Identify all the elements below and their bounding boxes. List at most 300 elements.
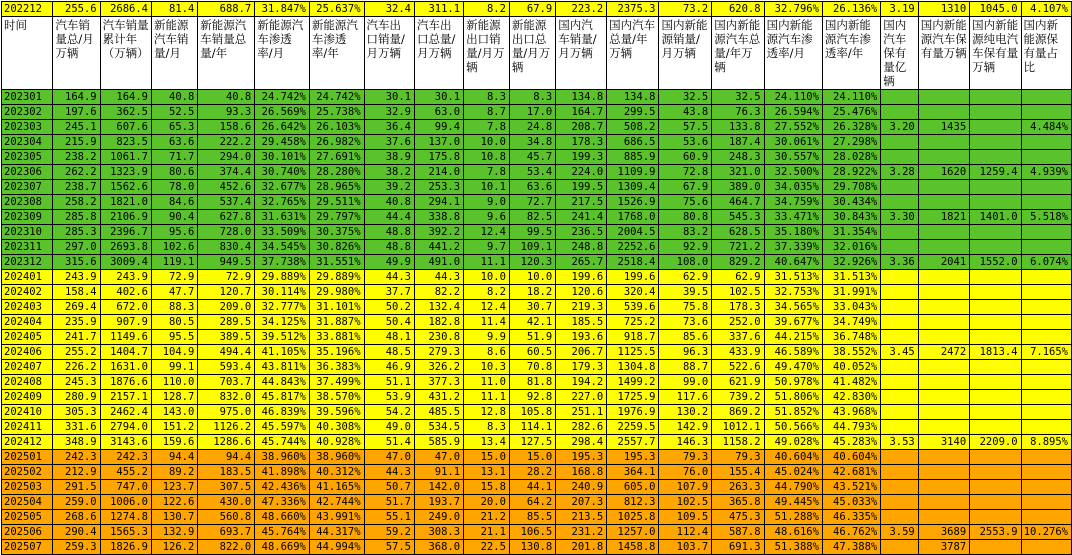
table-cell[interactable]: 42.1	[509, 315, 555, 330]
table-cell[interactable]: 62.9	[659, 270, 712, 285]
table-cell[interactable]: 49.470%	[764, 360, 822, 375]
table-cell[interactable]: 44.4	[364, 210, 414, 225]
table-cell[interactable]: 182.8	[415, 315, 464, 330]
table-cell[interactable]	[881, 480, 919, 495]
table-cell[interactable]: 2686.4	[100, 2, 151, 17]
table-cell[interactable]: 62.9	[712, 270, 764, 285]
table-cell[interactable]: 1725.9	[607, 390, 659, 405]
table-cell[interactable]: 28.2	[509, 465, 555, 480]
table-cell[interactable]	[881, 405, 919, 420]
table-cell[interactable]: 26.642%	[255, 120, 310, 135]
table-cell[interactable]: 30.101%	[255, 150, 310, 165]
table-cell[interactable]: 242.3	[53, 450, 100, 465]
table-cell[interactable]: 22.5	[464, 540, 510, 555]
table-cell[interactable]: 43.521%	[822, 480, 880, 495]
table-cell[interactable]: 430.0	[198, 495, 255, 510]
table-cell[interactable]	[881, 270, 919, 285]
table-cell[interactable]: 1274.8	[100, 510, 151, 525]
table-cell[interactable]	[970, 150, 1021, 165]
table-cell[interactable]: 38.570%	[309, 390, 364, 405]
table-cell[interactable]: 25.738%	[309, 105, 364, 120]
table-cell[interactable]: 46.839%	[255, 405, 310, 420]
table-cell[interactable]	[970, 510, 1021, 525]
table-cell[interactable]: 975.0	[198, 405, 255, 420]
table-cell[interactable]	[918, 375, 969, 390]
table-cell[interactable]: 50.978%	[764, 375, 822, 390]
table-cell[interactable]: 30.740%	[255, 165, 310, 180]
table-cell[interactable]: 11.0	[464, 375, 510, 390]
table-cell[interactable]: 348.9	[53, 435, 100, 450]
table-cell[interactable]: 227.0	[556, 390, 607, 405]
table-cell[interactable]: 109.5	[659, 510, 712, 525]
table-cell[interactable]: 26.103%	[309, 120, 364, 135]
table-cell[interactable]: 27.691%	[309, 150, 364, 165]
table-cell[interactable]: 53.6	[659, 135, 712, 150]
table-cell[interactable]: 236.5	[556, 225, 607, 240]
table-cell[interactable]: 82.5	[509, 210, 555, 225]
table-cell[interactable]: 54.2	[364, 405, 414, 420]
row-label-cell[interactable]: 202303	[2, 120, 53, 135]
table-cell[interactable]: 158.4	[53, 285, 100, 300]
table-cell[interactable]: 33.471%	[764, 210, 822, 225]
table-cell[interactable]: 721.2	[712, 240, 764, 255]
table-cell[interactable]: 308.3	[415, 525, 464, 540]
table-cell[interactable]: 6.074%	[1021, 255, 1071, 270]
table-cell[interactable]	[1021, 285, 1071, 300]
table-cell[interactable]: 455.2	[100, 465, 151, 480]
table-cell[interactable]: 464.7	[712, 195, 764, 210]
table-cell[interactable]	[881, 360, 919, 375]
table-cell[interactable]: 374.4	[198, 165, 255, 180]
table-cell[interactable]	[1021, 315, 1071, 330]
row-label-cell[interactable]: 202503	[2, 480, 53, 495]
table-cell[interactable]: 32.5	[659, 90, 712, 105]
table-cell[interactable]: 494.4	[198, 345, 255, 360]
table-cell[interactable]: 627.8	[198, 210, 255, 225]
row-label-cell[interactable]: 202308	[2, 195, 53, 210]
column-header[interactable]: 国内新能源汽车总量/年万辆	[712, 17, 764, 90]
table-cell[interactable]: 621.9	[712, 375, 764, 390]
table-cell[interactable]: 45.024%	[764, 465, 822, 480]
table-cell[interactable]: 249.0	[415, 510, 464, 525]
table-cell[interactable]: 159.6	[152, 435, 198, 450]
table-cell[interactable]: 119.1	[152, 255, 198, 270]
table-cell[interactable]: 3689	[918, 525, 969, 540]
table-cell[interactable]: 9.9	[464, 330, 510, 345]
table-cell[interactable]: 299.5	[607, 105, 659, 120]
table-cell[interactable]: 49.9	[364, 255, 414, 270]
table-cell[interactable]	[970, 360, 1021, 375]
table-cell[interactable]: 48.5	[364, 345, 414, 360]
table-cell[interactable]: 89.2	[152, 465, 198, 480]
column-header[interactable]: 汽车销量累计年（万辆）	[100, 17, 151, 90]
table-cell[interactable]: 279.3	[415, 345, 464, 360]
table-cell[interactable]: 289.5	[198, 315, 255, 330]
table-cell[interactable]: 1257.0	[607, 525, 659, 540]
table-cell[interactable]: 8.7	[464, 105, 510, 120]
table-cell[interactable]: 1006.0	[100, 495, 151, 510]
table-cell[interactable]	[918, 135, 969, 150]
table-cell[interactable]: 47.0	[364, 450, 414, 465]
table-cell[interactable]: 4.107%	[1021, 2, 1071, 17]
table-cell[interactable]: 243.9	[100, 270, 151, 285]
table-cell[interactable]	[970, 315, 1021, 330]
table-cell[interactable]: 132.4	[415, 300, 464, 315]
table-cell[interactable]: 389.0	[712, 180, 764, 195]
table-cell[interactable]: 291.5	[53, 480, 100, 495]
table-cell[interactable]: 99.0	[659, 375, 712, 390]
table-cell[interactable]: 168.8	[556, 465, 607, 480]
table-cell[interactable]: 194.2	[556, 375, 607, 390]
table-cell[interactable]: 32.777%	[255, 300, 310, 315]
table-cell[interactable]: 164.7	[556, 105, 607, 120]
table-cell[interactable]: 224.0	[556, 165, 607, 180]
table-cell[interactable]: 8.3	[509, 90, 555, 105]
table-cell[interactable]: 38.960%	[309, 450, 364, 465]
table-cell[interactable]: 44.994%	[309, 540, 364, 555]
table-cell[interactable]: 40.308%	[309, 420, 364, 435]
table-cell[interactable]: 812.3	[607, 495, 659, 510]
row-label-cell[interactable]: 202411	[2, 420, 53, 435]
table-cell[interactable]: 1813.4	[970, 345, 1021, 360]
table-cell[interactable]: 1562.6	[100, 180, 151, 195]
table-cell[interactable]	[918, 240, 969, 255]
table-cell[interactable]: 128.7	[152, 390, 198, 405]
table-cell[interactable]	[1021, 150, 1071, 165]
row-label-cell[interactable]: 202406	[2, 345, 53, 360]
table-cell[interactable]: 47.336%	[255, 495, 310, 510]
table-cell[interactable]: 12.4	[464, 300, 510, 315]
table-cell[interactable]: 193.7	[415, 495, 464, 510]
column-header[interactable]: 汽车销量总/月万辆	[53, 17, 100, 90]
table-cell[interactable]: 10.8	[464, 150, 510, 165]
table-cell[interactable]	[918, 285, 969, 300]
row-label-cell[interactable]: 202309	[2, 210, 53, 225]
table-cell[interactable]: 88.7	[659, 360, 712, 375]
table-cell[interactable]: 248.8	[556, 240, 607, 255]
table-cell[interactable]: 223.2	[556, 2, 607, 17]
table-cell[interactable]: 103.7	[659, 540, 712, 555]
table-cell[interactable]: 226.2	[53, 360, 100, 375]
table-cell[interactable]: 251.1	[556, 405, 607, 420]
table-cell[interactable]: 130.2	[659, 405, 712, 420]
table-cell[interactable]: 258.2	[53, 195, 100, 210]
table-cell[interactable]	[881, 510, 919, 525]
table-cell[interactable]	[918, 420, 969, 435]
table-cell[interactable]: 112.4	[659, 525, 712, 540]
table-cell[interactable]: 99.4	[415, 120, 464, 135]
table-cell[interactable]	[918, 495, 969, 510]
table-cell[interactable]: 30.434%	[822, 195, 880, 210]
table-cell[interactable]: 39.677%	[764, 315, 822, 330]
table-cell[interactable]: 48.8	[364, 240, 414, 255]
table-cell[interactable]: 32.677%	[255, 180, 310, 195]
table-cell[interactable]: 28.922%	[822, 165, 880, 180]
table-cell[interactable]: 29.458%	[255, 135, 310, 150]
table-cell[interactable]: 8.2	[464, 2, 510, 17]
table-cell[interactable]: 337.6	[712, 330, 764, 345]
table-cell[interactable]: 40.052%	[822, 360, 880, 375]
table-cell[interactable]	[881, 420, 919, 435]
table-cell[interactable]: 208.7	[556, 120, 607, 135]
table-cell[interactable]: 67.9	[659, 180, 712, 195]
table-cell[interactable]: 30.557%	[764, 150, 822, 165]
table-cell[interactable]: 48.1	[364, 330, 414, 345]
table-cell[interactable]: 32.796%	[764, 2, 822, 17]
table-cell[interactable]: 137.0	[415, 135, 464, 150]
table-cell[interactable]: 3787	[918, 540, 969, 555]
table-cell[interactable]: 747.0	[100, 480, 151, 495]
table-cell[interactable]: 10.0	[509, 270, 555, 285]
table-cell[interactable]: 30.1	[415, 90, 464, 105]
table-cell[interactable]: 1526.9	[607, 195, 659, 210]
table-cell[interactable]: 52.5	[152, 105, 198, 120]
row-label-cell[interactable]: 202409	[2, 390, 53, 405]
table-cell[interactable]: 40.8	[152, 90, 198, 105]
table-cell[interactable]: 32.9	[364, 105, 414, 120]
table-cell[interactable]	[1021, 195, 1071, 210]
row-label-cell[interactable]: 202404	[2, 315, 53, 330]
table-cell[interactable]: 183.5	[198, 465, 255, 480]
table-cell[interactable]: 199.6	[607, 270, 659, 285]
table-cell[interactable]: 32.500%	[764, 165, 822, 180]
table-cell[interactable]	[1021, 105, 1071, 120]
table-cell[interactable]: 195.3	[607, 450, 659, 465]
table-cell[interactable]: 508.2	[607, 120, 659, 135]
column-header[interactable]: 国内汽车总量/年万辆	[607, 17, 659, 90]
table-cell[interactable]: 44.215%	[764, 330, 822, 345]
table-cell[interactable]: 628.5	[712, 225, 764, 240]
table-cell[interactable]: 245.3	[53, 375, 100, 390]
table-cell[interactable]: 134.8	[607, 90, 659, 105]
column-header[interactable]: 新能源汽车渗透率/年	[309, 17, 364, 90]
table-cell[interactable]: 82.2	[415, 285, 464, 300]
table-cell[interactable]: 88.3	[152, 300, 198, 315]
table-cell[interactable]: 60.5	[509, 345, 555, 360]
table-cell[interactable]: 869.2	[712, 405, 764, 420]
table-cell[interactable]: 8.895%	[1021, 435, 1071, 450]
table-cell[interactable]: 9.0	[464, 195, 510, 210]
table-cell[interactable]: 37.738%	[255, 255, 310, 270]
table-cell[interactable]: 2462.4	[100, 405, 151, 420]
table-cell[interactable]: 1565.3	[100, 525, 151, 540]
table-cell[interactable]: 31.991%	[822, 285, 880, 300]
table-cell[interactable]: 65.3	[152, 120, 198, 135]
table-cell[interactable]: 45.033%	[822, 495, 880, 510]
table-cell[interactable]: 739.2	[712, 390, 764, 405]
table-cell[interactable]: 433.9	[712, 345, 764, 360]
table-cell[interactable]: 187.4	[712, 135, 764, 150]
table-cell[interactable]: 199.3	[556, 150, 607, 165]
table-cell[interactable]	[1021, 495, 1071, 510]
table-cell[interactable]: 2518.4	[607, 255, 659, 270]
table-cell[interactable]: 28.280%	[309, 165, 364, 180]
row-label-cell[interactable]: 202401	[2, 270, 53, 285]
table-cell[interactable]: 106.5	[509, 525, 555, 540]
table-cell[interactable]: 918.7	[607, 330, 659, 345]
table-cell[interactable]: 79.3	[659, 450, 712, 465]
table-cell[interactable]: 55.1	[364, 510, 414, 525]
table-cell[interactable]: 164.9	[100, 90, 151, 105]
table-cell[interactable]: 143.0	[152, 405, 198, 420]
table-cell[interactable]: 1404.7	[100, 345, 151, 360]
table-cell[interactable]	[1021, 540, 1071, 555]
table-cell[interactable]: 1821.0	[100, 195, 151, 210]
table-cell[interactable]: 30.375%	[309, 225, 364, 240]
table-cell[interactable]: 29.980%	[309, 285, 364, 300]
table-cell[interactable]: 2557.7	[607, 435, 659, 450]
row-label-cell[interactable]: 202410	[2, 405, 53, 420]
table-cell[interactable]: 37.7	[364, 285, 414, 300]
table-cell[interactable]: 15.8	[464, 480, 510, 495]
table-cell[interactable]: 307.5	[198, 480, 255, 495]
table-cell[interactable]	[881, 105, 919, 120]
table-cell[interactable]: 83.2	[659, 225, 712, 240]
table-cell[interactable]: 1401.0	[970, 210, 1021, 225]
table-cell[interactable]: 107.9	[659, 480, 712, 495]
table-cell[interactable]: 255.6	[53, 2, 100, 17]
table-cell[interactable]	[1021, 450, 1071, 465]
table-cell[interactable]: 560.8	[198, 510, 255, 525]
table-cell[interactable]: 725.2	[607, 315, 659, 330]
table-cell[interactable]: 44.3	[364, 270, 414, 285]
table-cell[interactable]: 280.9	[53, 390, 100, 405]
row-label-cell[interactable]: 202407	[2, 360, 53, 375]
table-cell[interactable]: 285.8	[53, 210, 100, 225]
table-cell[interactable]	[918, 105, 969, 120]
column-header[interactable]: 国内新能源汽车渗透率/月	[764, 17, 822, 90]
table-cell[interactable]: 195.3	[556, 450, 607, 465]
table-cell[interactable]: 431.2	[415, 390, 464, 405]
table-cell[interactable]: 27.552%	[764, 120, 822, 135]
table-cell[interactable]: 51.1	[364, 375, 414, 390]
table-cell[interactable]: 240.9	[556, 480, 607, 495]
table-cell[interactable]: 105.8	[509, 405, 555, 420]
table-cell[interactable]: 238.2	[53, 150, 100, 165]
table-cell[interactable]: 178.3	[712, 300, 764, 315]
table-cell[interactable]: 2259.5	[607, 420, 659, 435]
row-label-cell[interactable]: 202301	[2, 90, 53, 105]
table-cell[interactable]: 31.631%	[255, 210, 310, 225]
table-cell[interactable]: 1552.0	[970, 255, 1021, 270]
table-cell[interactable]: 47.0	[415, 450, 464, 465]
column-header[interactable]: 新能源出口销量/月万辆	[464, 17, 510, 90]
column-header[interactable]: 新能源汽车渗透率/月	[255, 17, 310, 90]
table-cell[interactable]: 30.7	[509, 300, 555, 315]
table-cell[interactable]: 117.6	[659, 390, 712, 405]
table-cell[interactable]	[970, 480, 1021, 495]
table-cell[interactable]: 40.604%	[764, 450, 822, 465]
table-cell[interactable]	[970, 135, 1021, 150]
table-cell[interactable]: 29.889%	[309, 270, 364, 285]
table-cell[interactable]: 132.9	[152, 525, 198, 540]
column-header[interactable]: 时间	[2, 17, 53, 90]
table-cell[interactable]: 259.3	[53, 540, 100, 555]
column-header[interactable]: 汽车出口总量/月万辆	[415, 17, 464, 90]
table-cell[interactable]: 214.0	[415, 165, 464, 180]
table-cell[interactable]: 2157.1	[100, 390, 151, 405]
table-cell[interactable]: 45.283%	[822, 435, 880, 450]
table-cell[interactable]: 15.0	[464, 450, 510, 465]
table-cell[interactable]: 822.0	[198, 540, 255, 555]
table-cell[interactable]: 206.7	[556, 345, 607, 360]
table-cell[interactable]: 207.3	[556, 495, 607, 510]
table-cell[interactable]: 122.6	[152, 495, 198, 510]
table-cell[interactable]: 26.982%	[309, 135, 364, 150]
table-cell[interactable]: 1309.4	[607, 180, 659, 195]
table-cell[interactable]: 127.5	[509, 435, 555, 450]
table-cell[interactable]: 259.0	[53, 495, 100, 510]
table-cell[interactable]: 1458.8	[607, 540, 659, 555]
table-cell[interactable]: 485.5	[415, 405, 464, 420]
table-cell[interactable]: 21.1	[464, 525, 510, 540]
table-cell[interactable]: 34.565%	[764, 300, 822, 315]
row-label-cell[interactable]: 202306	[2, 165, 53, 180]
table-cell[interactable]	[970, 420, 1021, 435]
table-cell[interactable]	[970, 495, 1021, 510]
table-cell[interactable]: 37.339%	[764, 240, 822, 255]
table-cell[interactable]: 158.6	[198, 120, 255, 135]
table-cell[interactable]: 48.8	[364, 225, 414, 240]
table-cell[interactable]: 57.5	[659, 120, 712, 135]
table-cell[interactable]: 57.5	[364, 540, 414, 555]
table-cell[interactable]: 123.7	[152, 480, 198, 495]
table-cell[interactable]: 44.3	[364, 465, 414, 480]
table-cell[interactable]: 693.7	[198, 525, 255, 540]
table-cell[interactable]: 265.7	[556, 255, 607, 270]
table-cell[interactable]: 40.312%	[309, 465, 364, 480]
table-cell[interactable]: 44.793%	[822, 420, 880, 435]
table-cell[interactable]: 31.847%	[255, 2, 310, 17]
table-cell[interactable]: 81.8	[509, 375, 555, 390]
table-cell[interactable]: 231.2	[556, 525, 607, 540]
table-cell[interactable]: 43.968%	[822, 405, 880, 420]
table-cell[interactable]: 8.6	[464, 345, 510, 360]
table-cell[interactable]: 1768.0	[607, 210, 659, 225]
table-cell[interactable]: 21.2	[464, 510, 510, 525]
row-label-cell[interactable]: 202307	[2, 180, 53, 195]
table-cell[interactable]: 3143.6	[100, 435, 151, 450]
table-cell[interactable]: 949.5	[198, 255, 255, 270]
table-cell[interactable]	[881, 495, 919, 510]
table-cell[interactable]: 10.276%	[1021, 525, 1071, 540]
table-cell[interactable]: 76.3	[712, 105, 764, 120]
table-cell[interactable]: 1435	[918, 120, 969, 135]
table-cell[interactable]	[1021, 240, 1071, 255]
table-cell[interactable]: 365.8	[712, 495, 764, 510]
table-cell[interactable]: 17.0	[509, 105, 555, 120]
table-cell[interactable]: 37.6	[364, 135, 414, 150]
column-header[interactable]: 汽车出口销量/月万辆	[364, 17, 414, 90]
table-cell[interactable]: 72.8	[659, 165, 712, 180]
table-cell[interactable]	[881, 180, 919, 195]
table-cell[interactable]: 402.6	[100, 285, 151, 300]
table-cell[interactable]: 24.8	[509, 120, 555, 135]
table-cell[interactable]: 104.9	[152, 345, 198, 360]
table-cell[interactable]	[881, 465, 919, 480]
table-cell[interactable]: 25.637%	[309, 2, 364, 17]
table-cell[interactable]	[881, 390, 919, 405]
table-cell[interactable]: 85.6	[659, 330, 712, 345]
table-cell[interactable]: 1499.2	[607, 375, 659, 390]
table-cell[interactable]: 607.6	[100, 120, 151, 135]
table-cell[interactable]: 32.4	[364, 2, 414, 17]
table-cell[interactable]: 691.3	[712, 540, 764, 555]
table-cell[interactable]	[970, 300, 1021, 315]
table-cell[interactable]: 96.3	[659, 345, 712, 360]
table-cell[interactable]: 219.3	[556, 300, 607, 315]
table-cell[interactable]: 1149.6	[100, 330, 151, 345]
